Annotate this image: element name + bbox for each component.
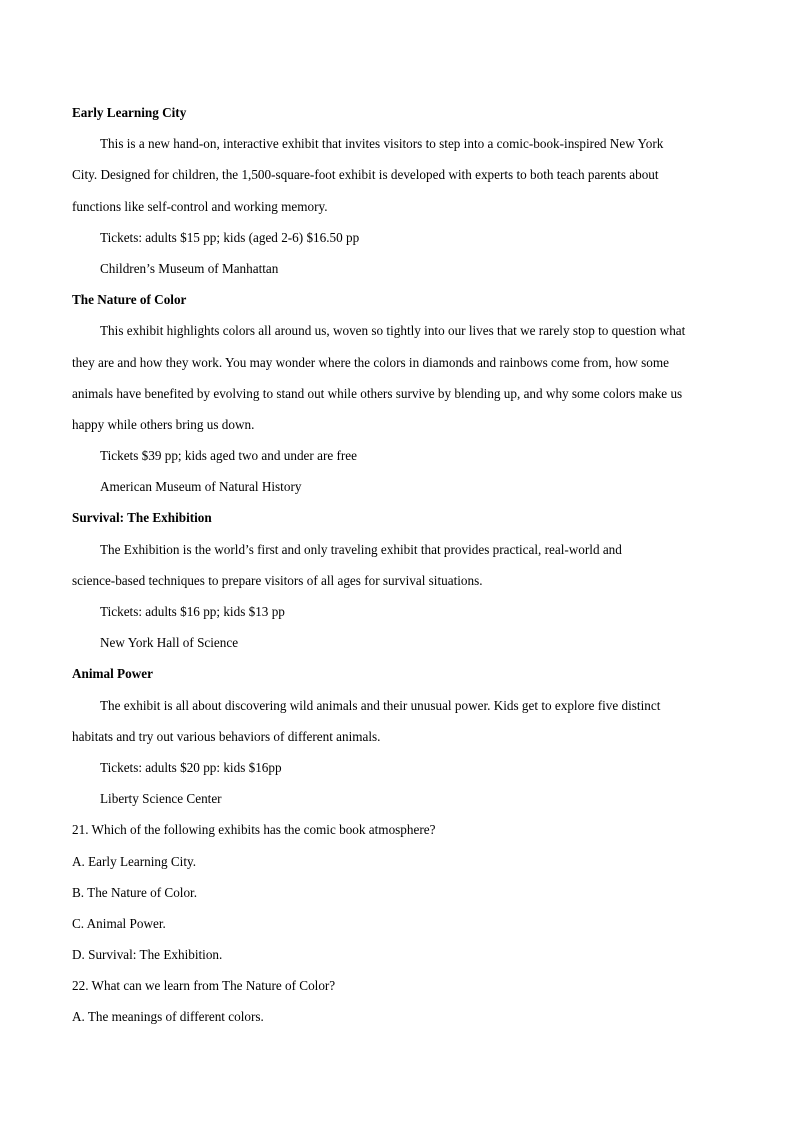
section-venue: Liberty Science Center [100, 791, 222, 807]
section-body-line: This exhibit highlights colors all around us, woven so tightly into our lives that we rarely stop to question what [100, 323, 686, 339]
section-venue: New York Hall of Science [100, 635, 239, 651]
answer-option: B. The Nature of Color. [72, 884, 198, 900]
section-title: Early Learning City [72, 105, 187, 120]
answer-option: C. Animal Power. [72, 915, 166, 931]
section-body-line: The Exhibition is the world’s first and only traveling exhibit that provides practical, real-world and [100, 541, 622, 557]
answer-option: D. Survival: The Exhibition. [72, 947, 223, 963]
document-page [72, 97, 724, 1033]
section-body-line: science-based techniques to prepare visitors of all ages for survival situations. [72, 572, 483, 588]
question-text: 22. What can we learn from The Nature of Color? [72, 978, 336, 994]
section-tickets: Tickets: adults $16 pp; kids $13 pp [100, 604, 285, 619]
section-venue: Children’s Museum of Manhattan [100, 260, 279, 276]
section-body-line: functions like self-control and working memory. [72, 198, 328, 214]
section-tickets: Tickets: adults $15 pp; kids (aged 2-6) $16.50 pp [100, 229, 360, 245]
section-body-line: animals have benefited by evolving to stand out while others survive by blending up, and why some colors make us [72, 385, 683, 401]
section-body-line: happy while others bring us down. [72, 416, 255, 432]
section-body-line: habitats and try out various behaviors of different animals. [72, 728, 381, 744]
section-title: Survival: The Exhibition [72, 510, 212, 526]
answer-option: A. The meanings of different colors. [72, 1009, 264, 1025]
section-body-line: This is a new hand-on, interactive exhibit that invites visitors to step into a comic-book-inspired New York [100, 136, 664, 152]
question-text: 21. Which of the following exhibits has the comic book atmosphere? [72, 822, 436, 838]
answer-option: A. Early Learning City. [72, 853, 197, 869]
section-tickets: Tickets $39 pp; kids aged two and under are free [100, 448, 357, 464]
section-title: The Nature of Color [72, 292, 187, 308]
section-body-line: City. Designed for children, the 1,500-square-foot exhibit is developed with experts to both teach parents about [72, 167, 659, 183]
section-tickets: Tickets: adults $20 pp: kids $16pp [100, 759, 282, 775]
section-body-line: The exhibit is all about discovering wild animals and their unusual power. Kids get to explore five distinct [100, 697, 661, 713]
section-venue: American Museum of Natural History [100, 479, 302, 495]
section-title: Animal Power [72, 666, 153, 682]
section-body-line: they are and how they work. You may wonder where the colors in diamonds and rainbows come from, how some [72, 354, 669, 370]
